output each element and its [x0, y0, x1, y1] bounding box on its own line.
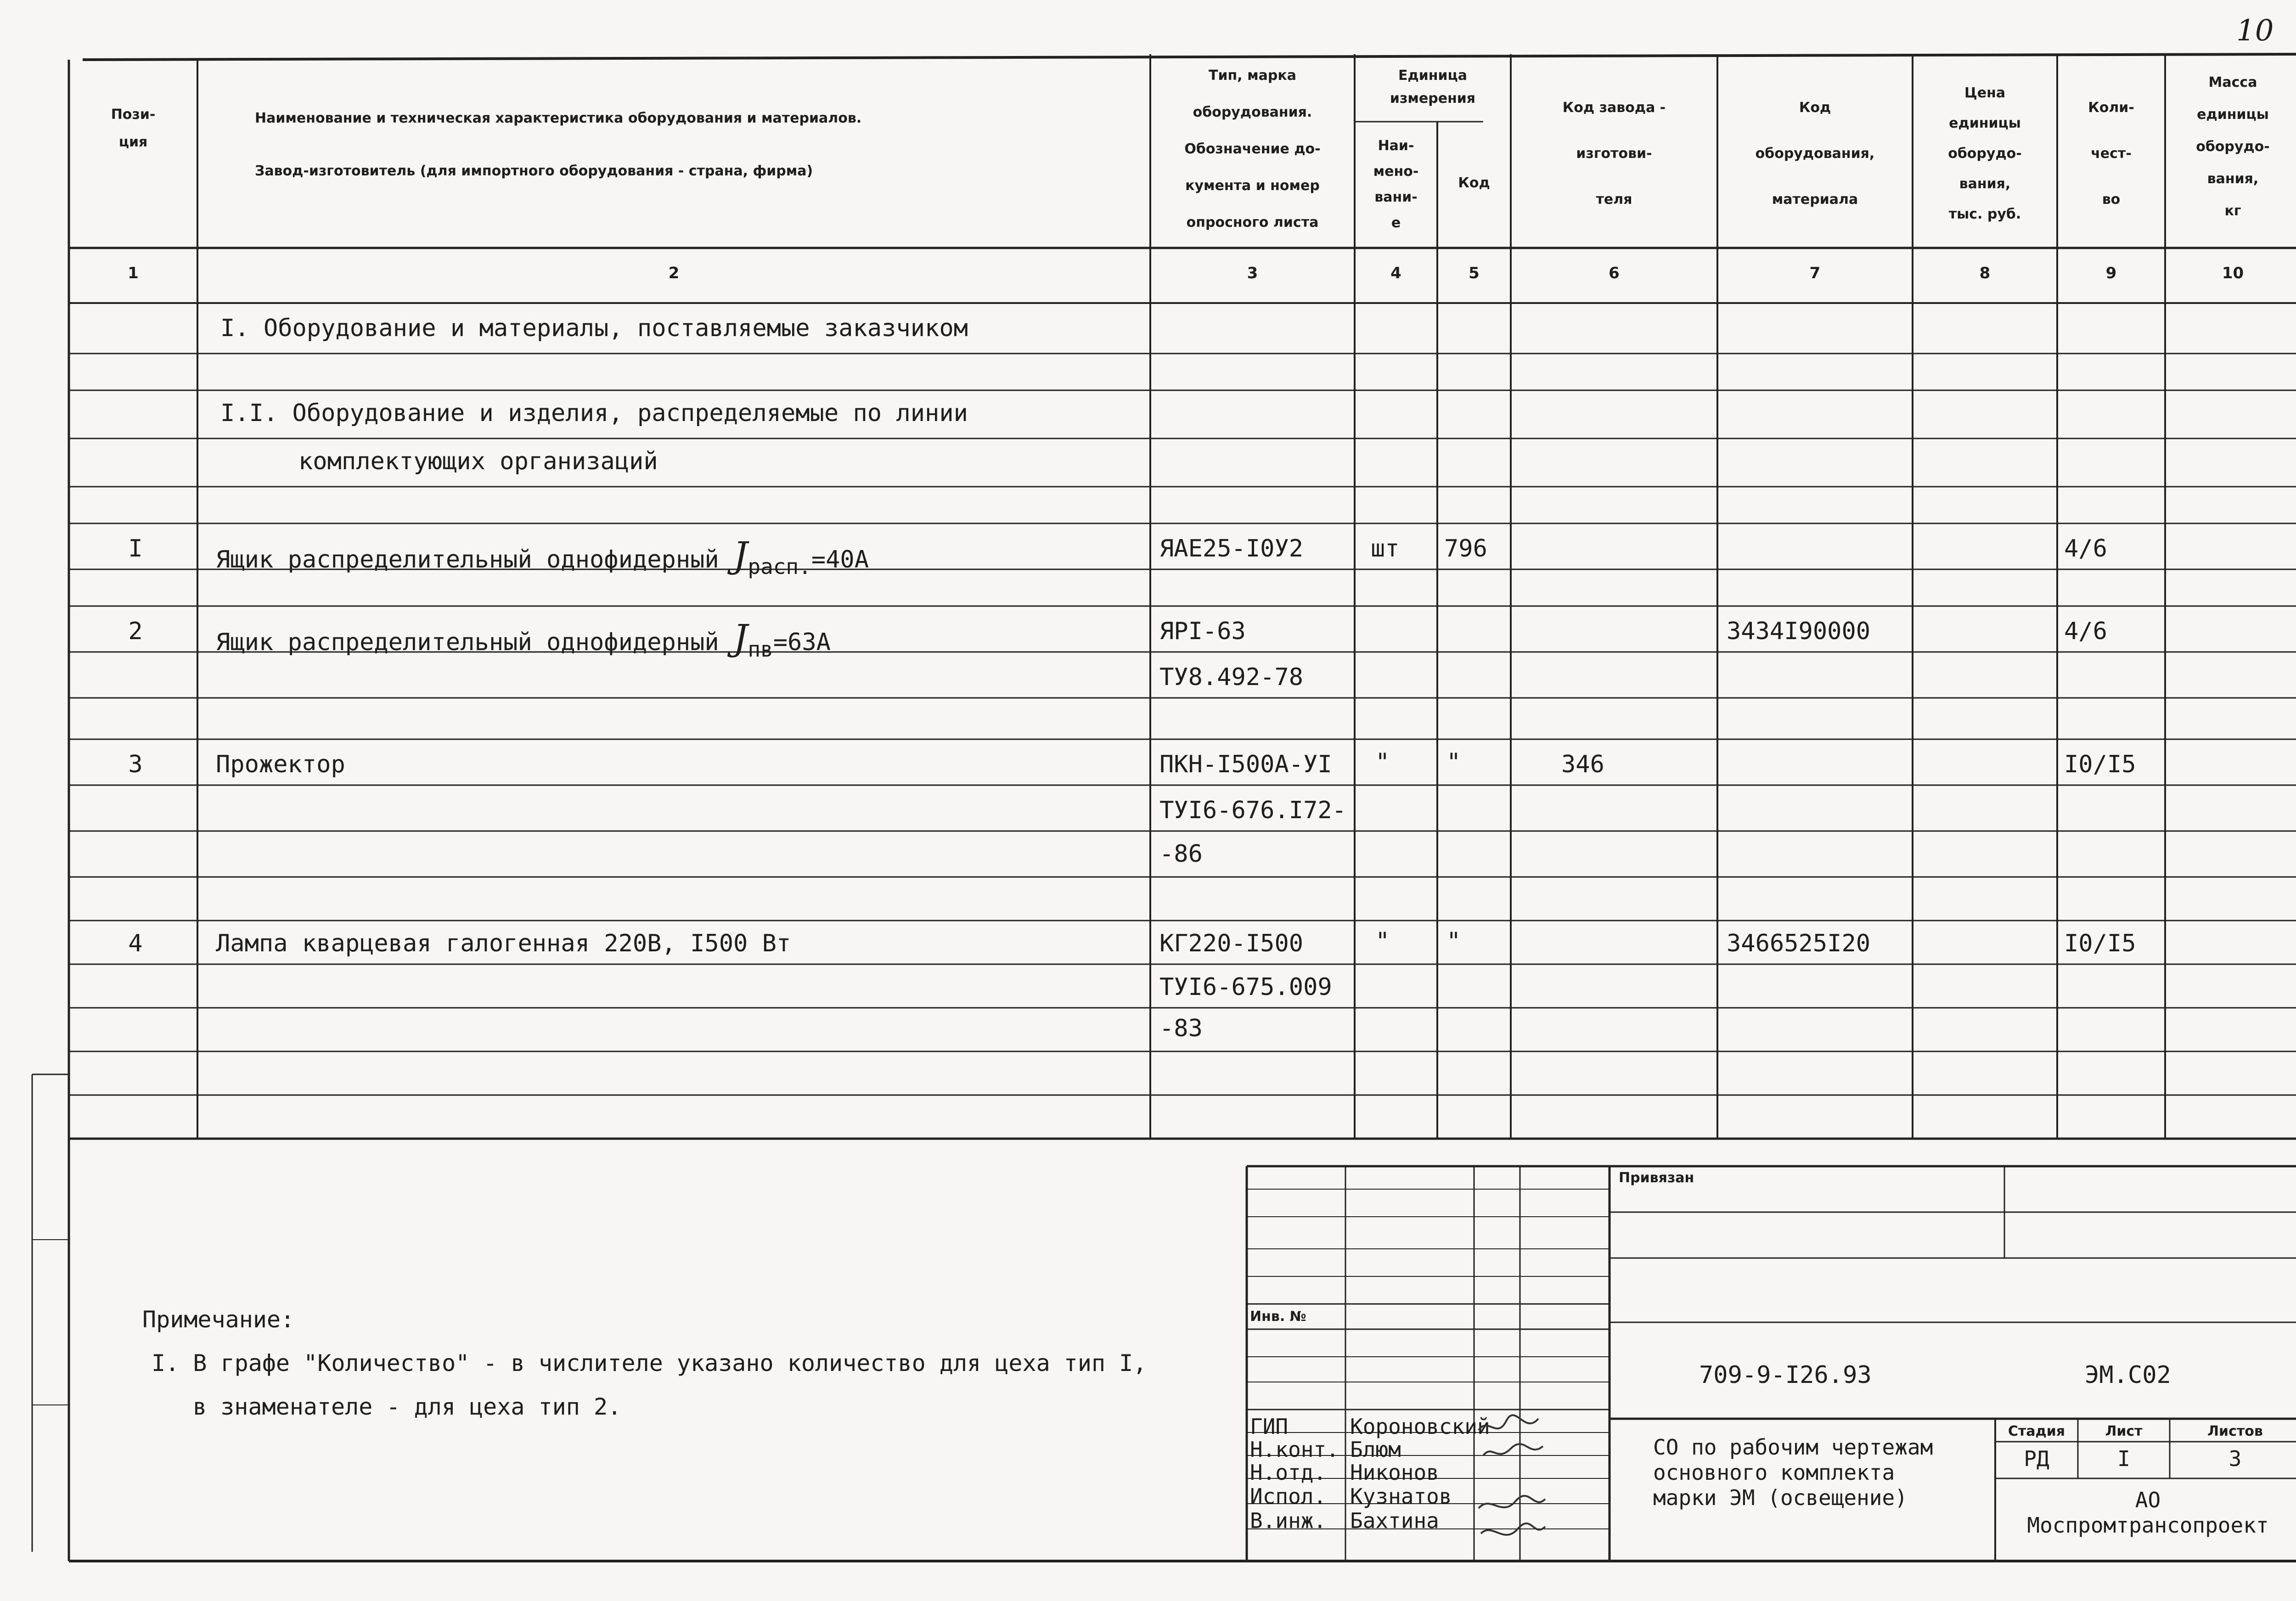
- column-number: 6: [1609, 264, 1620, 282]
- stage-label: Стадия: [2008, 1423, 2065, 1439]
- section-heading: I.I. Оборудование и изделия, распределяемые по линии: [220, 399, 968, 427]
- person-name: Никонов: [1350, 1460, 1439, 1485]
- row-unit: шт: [1371, 535, 1400, 562]
- column-number: 5: [1469, 264, 1480, 282]
- row-unit-code: ": [1446, 748, 1461, 776]
- row-type: ПКН-I500А-УI: [1159, 751, 1332, 778]
- column-number: 2: [668, 264, 680, 282]
- row-type: ЯАЕ25-I0У2: [1159, 535, 1304, 562]
- role-label: Н.отд.: [1250, 1460, 1327, 1485]
- header-position: Пози- ция: [111, 107, 156, 150]
- section-heading: I. Оборудование и материалы, поставляемые заказчиком: [220, 315, 968, 342]
- document-description: основного комплекта: [1653, 1460, 1895, 1485]
- row-unit: ": [1375, 748, 1390, 776]
- row-quantity: 4/6: [2064, 618, 2107, 645]
- note-title: Примечание:: [142, 1306, 295, 1333]
- role-label: ГИП: [1250, 1414, 1289, 1439]
- row-manufacturer-code: 346: [1561, 751, 1604, 778]
- column-number: 8: [1979, 264, 1991, 282]
- row-quantity: I0/I5: [2064, 751, 2136, 778]
- row-unit-code: 796: [1444, 535, 1487, 562]
- header-price: Цена единицы оборудо- вания, тыс. руб.: [1948, 85, 2022, 222]
- person-name: Блюм: [1350, 1437, 1401, 1462]
- row-unit-code: ": [1446, 927, 1461, 955]
- row-unit: ": [1375, 927, 1390, 955]
- row-type: ЯРI-63: [1159, 618, 1246, 645]
- document-mark: ЭМ.С02: [2085, 1361, 2171, 1389]
- signatures: [1469, 1412, 1552, 1559]
- header-unit: Единица измерения: [1390, 67, 1476, 107]
- row-position: 2: [128, 618, 143, 645]
- row-type: -83: [1159, 1015, 1203, 1042]
- role-label: Испол.: [1250, 1484, 1327, 1509]
- header-unit-name: Наи- мено- вани- е: [1373, 138, 1419, 231]
- sheet-value: I: [2117, 1446, 2130, 1471]
- row-name: Ящик распределительный однофидерный Jрасп.=40А: [216, 535, 869, 579]
- document-description: СО по рабочим чертежам: [1653, 1435, 1933, 1460]
- row-position: 3: [128, 751, 143, 778]
- column-number: 10: [2222, 264, 2244, 282]
- header-material-code: Код оборудования, материала: [1755, 100, 1875, 208]
- row-type: ТУI6-675.009: [1159, 973, 1332, 1001]
- role-label: В.инж.: [1250, 1508, 1327, 1533]
- row-position: I: [128, 535, 143, 562]
- role-label: Н.конт.: [1250, 1437, 1339, 1462]
- row-material-code: 3466525I20: [1727, 930, 1871, 957]
- header-quantity: Коли- чест- во: [2088, 100, 2134, 208]
- row-type: ТУ8.492-78: [1159, 663, 1304, 691]
- document-code: 709-9-I26.93: [1699, 1361, 1872, 1389]
- note-line: в знаменателе - для цеха тип 2.: [193, 1393, 622, 1420]
- page-number: 10: [2236, 14, 2274, 48]
- stage-value: РД: [2024, 1446, 2049, 1471]
- row-material-code: 3434I90000: [1727, 618, 1871, 645]
- person-name: Бахтина: [1350, 1508, 1439, 1533]
- person-name: Короновский: [1350, 1414, 1490, 1439]
- row-quantity: 4/6: [2064, 535, 2107, 562]
- row-name: Ящик распределительный однофидерный Jпв=63А: [216, 618, 831, 662]
- inventory-number-label: Инв. №: [1250, 1309, 1306, 1325]
- column-number: 1: [128, 264, 139, 282]
- sheets-label: Листов: [2207, 1423, 2263, 1439]
- row-name: Прожектор: [216, 751, 345, 778]
- row-type: -86: [1159, 840, 1203, 868]
- sheets-value: 3: [2228, 1446, 2242, 1471]
- header-name: Наименование и техническая характеристика оборудования и материалов. Завод-изготовитель (для импортного оборудования - страна, фирма): [255, 110, 862, 179]
- row-type: ТУI6-676.I72-: [1159, 797, 1346, 824]
- organization-name: Моспромтрансопроект: [2027, 1513, 2269, 1538]
- sheet-label: Лист: [2105, 1423, 2143, 1439]
- header-manufacturer-code: Код завода - изготови- теля: [1562, 100, 1666, 208]
- note-line: I. В графе "Количество" - в числителе указано количество для цеха тип I,: [152, 1350, 1147, 1376]
- organization-name: АО: [2135, 1488, 2161, 1512]
- header-mass: Масса единицы оборудо- вания, кг: [2196, 74, 2270, 219]
- section-heading: комплектующих организаций: [298, 448, 658, 475]
- document-description: марки ЭМ (освещение): [1653, 1485, 1908, 1510]
- column-number: 7: [1809, 264, 1821, 282]
- column-number: 3: [1247, 264, 1258, 282]
- column-number: 4: [1390, 264, 1401, 282]
- header-unit-code: Код: [1458, 175, 1490, 191]
- row-quantity: I0/I5: [2064, 930, 2136, 957]
- person-name: Кузнатов: [1350, 1484, 1452, 1509]
- header-type: Тип, марка оборудования. Обозначение до- кумента и номер опросного листа: [1184, 67, 1321, 230]
- row-position: 4: [128, 930, 143, 957]
- column-number: 9: [2105, 264, 2117, 282]
- row-name: Лампа кварцевая галогенная 220В, I500 Вт: [216, 930, 791, 957]
- row-type: КГ220-I500: [1159, 930, 1304, 957]
- attached-label: Привязан: [1619, 1170, 1694, 1186]
